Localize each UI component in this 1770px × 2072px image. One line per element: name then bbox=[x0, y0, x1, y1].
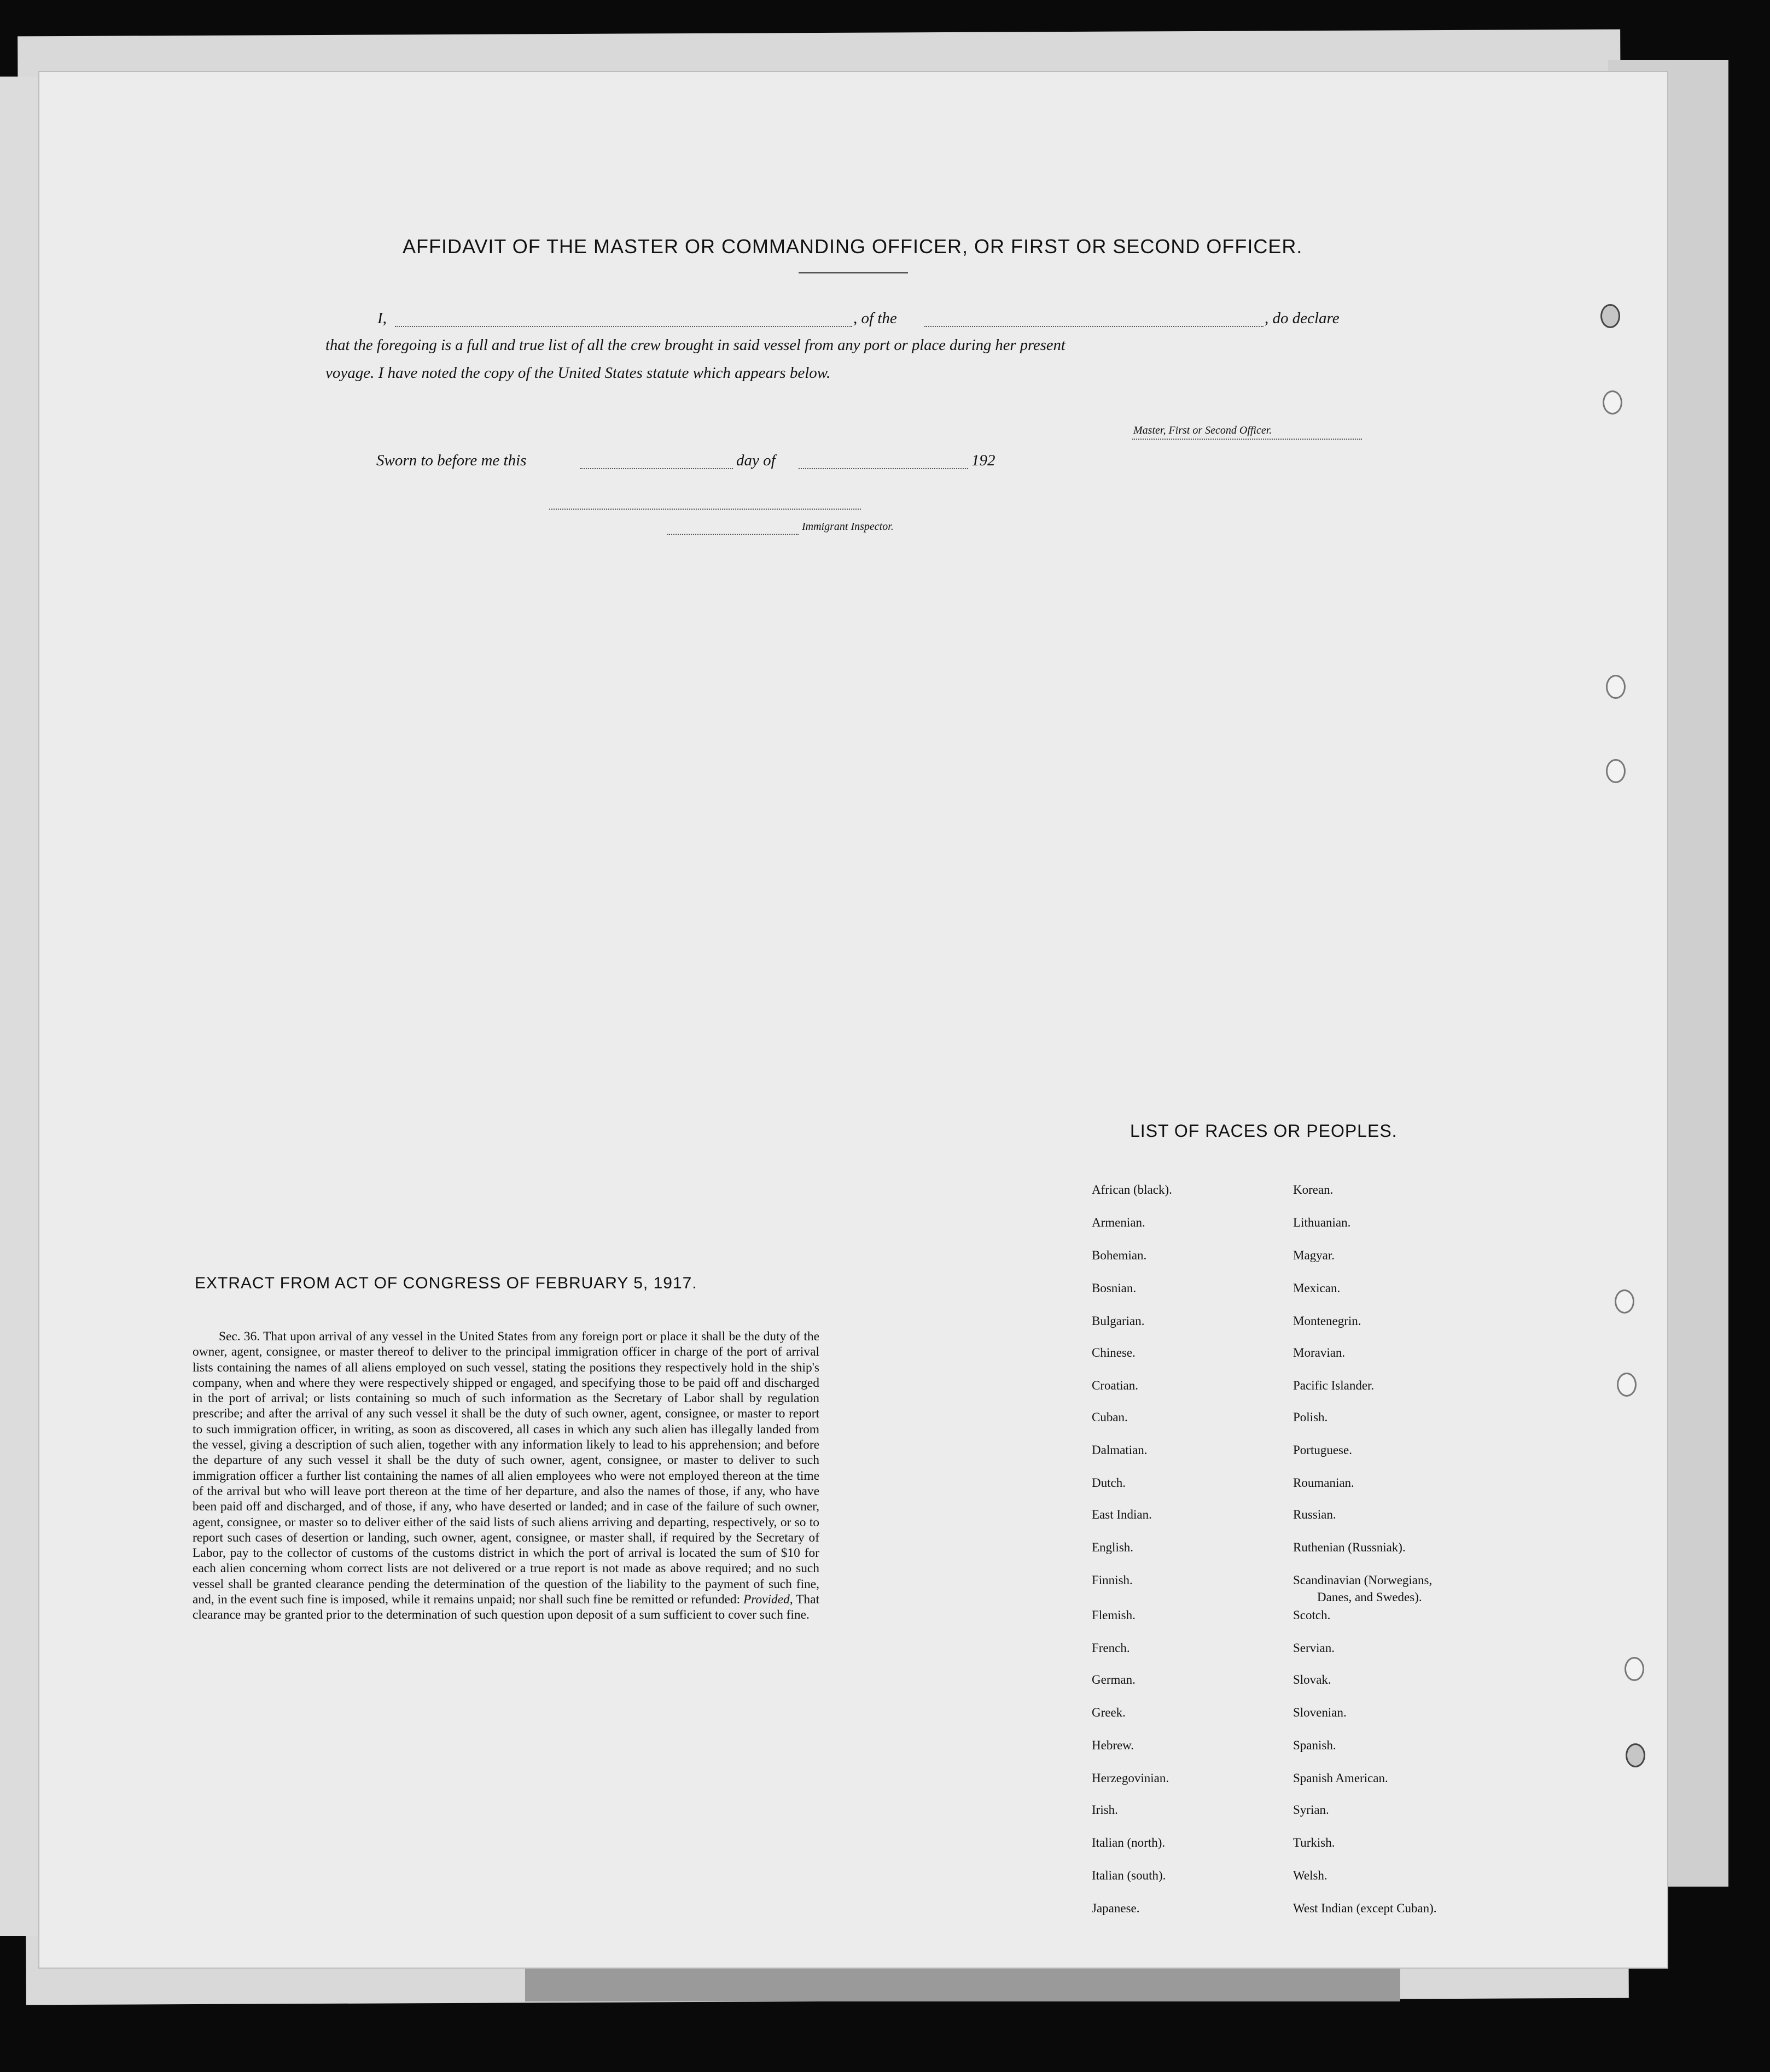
binder-hole bbox=[1606, 675, 1626, 699]
race-item: Bulgarian. bbox=[1092, 1314, 1145, 1328]
race-item: Finnish. bbox=[1092, 1573, 1133, 1587]
race-item: Servian. bbox=[1293, 1641, 1335, 1655]
provided-word: Provided, bbox=[743, 1592, 793, 1607]
left-page-edge bbox=[0, 77, 38, 1936]
race-item: Slovenian. bbox=[1293, 1706, 1347, 1719]
race-item: Turkish. bbox=[1293, 1836, 1335, 1849]
race-item: Spanish American. bbox=[1293, 1771, 1388, 1785]
race-item: Herzegovinian. bbox=[1092, 1771, 1169, 1785]
inspector-short-line bbox=[667, 534, 799, 535]
race-item: Mexican. bbox=[1293, 1281, 1341, 1295]
manifest-page bbox=[38, 71, 1668, 1969]
race-item: Italian (north). bbox=[1092, 1836, 1166, 1849]
affidavit-of-the: , of the bbox=[853, 310, 897, 327]
race-item: Slovak. bbox=[1293, 1673, 1331, 1686]
affidavit-do-declare: , do declare bbox=[1265, 310, 1340, 327]
binder-hole bbox=[1617, 1373, 1637, 1397]
affidavit-line-2: that the foregoing is a full and true list of all the crew brought in said vessel from any port or place during her present bbox=[325, 337, 1066, 354]
race-item: Scandinavian (Norwegians, bbox=[1293, 1573, 1433, 1587]
affidavit-title: AFFIDAVIT OF THE MASTER OR COMMANDING OFFICER, OR FIRST OR SECOND OFFICER. bbox=[403, 235, 1303, 258]
race-item: Syrian. bbox=[1293, 1803, 1329, 1817]
race-item: Spanish. bbox=[1293, 1738, 1336, 1752]
race-item: English. bbox=[1092, 1540, 1134, 1554]
binder-hole bbox=[1625, 1657, 1644, 1681]
race-item: Japanese. bbox=[1092, 1901, 1140, 1915]
race-item: Russian. bbox=[1293, 1508, 1336, 1521]
binder-hole bbox=[1626, 1743, 1645, 1767]
sworn-day-of: day of bbox=[736, 452, 776, 469]
race-item: Irish. bbox=[1092, 1803, 1118, 1817]
race-item: African (black). bbox=[1092, 1183, 1172, 1196]
page-bottom-edge bbox=[525, 1969, 1400, 2001]
affidavit-i: I, bbox=[377, 310, 387, 327]
binder-hole bbox=[1603, 390, 1622, 415]
race-item: Cuban. bbox=[1092, 1410, 1128, 1424]
race-item: French. bbox=[1092, 1641, 1130, 1655]
race-item: Magyar. bbox=[1293, 1248, 1335, 1262]
title-divider bbox=[799, 272, 908, 273]
affidavit-line-3: voyage. I have noted the copy of the United States statute which appears below. bbox=[325, 364, 831, 382]
race-item: Bosnian. bbox=[1092, 1281, 1137, 1295]
race-item: Ruthenian (Russniak). bbox=[1293, 1540, 1406, 1554]
race-item: Dutch. bbox=[1092, 1476, 1126, 1490]
name-blank-line bbox=[395, 326, 852, 327]
race-item: Welsh. bbox=[1293, 1869, 1328, 1882]
extract-section-36 bbox=[193, 1329, 819, 1623]
race-item: Moravian. bbox=[1293, 1346, 1346, 1359]
race-item: Pacific Islander. bbox=[1293, 1379, 1375, 1392]
sworn-prefix: Sworn to before me this bbox=[376, 452, 527, 469]
binder-hole bbox=[1600, 304, 1620, 328]
race-item: Lithuanian. bbox=[1293, 1216, 1351, 1229]
sworn-day-line bbox=[580, 468, 733, 469]
extract-title: EXTRACT FROM ACT OF CONGRESS OF FEBRUARY 5, 1917. bbox=[195, 1274, 697, 1292]
master-signature-line bbox=[1132, 439, 1362, 440]
sworn-month-line bbox=[799, 468, 968, 469]
races-title: LIST OF RACES OR PEOPLES. bbox=[1130, 1121, 1398, 1141]
sworn-year: 192 bbox=[971, 452, 995, 469]
race-item: Montenegrin. bbox=[1293, 1314, 1361, 1328]
race-item: Roumanian. bbox=[1293, 1476, 1354, 1490]
race-item: Portuguese. bbox=[1293, 1443, 1352, 1457]
vessel-blank-line bbox=[924, 326, 1264, 327]
race-item: Scotch. bbox=[1293, 1608, 1331, 1622]
race-item: Chinese. bbox=[1092, 1346, 1136, 1359]
binder-hole bbox=[1606, 759, 1626, 783]
race-item: Flemish. bbox=[1092, 1608, 1136, 1622]
inspector-signature-line bbox=[549, 509, 861, 510]
race-item: Dalmatian. bbox=[1092, 1443, 1148, 1457]
race-item: Korean. bbox=[1293, 1183, 1334, 1196]
race-item: Hebrew. bbox=[1092, 1738, 1134, 1752]
binder-hole bbox=[1615, 1289, 1634, 1314]
race-item: West Indian (except Cuban). bbox=[1293, 1901, 1437, 1915]
race-item: Polish. bbox=[1293, 1410, 1328, 1424]
race-item: Armenian. bbox=[1092, 1216, 1145, 1229]
section-body-main: That upon arrival of any vessel in the United States from any foreign port or place it shall be the duty of the owner, agent, consignee, or master thereof to deliver to the principal immigration officer in charge of the port of arrival lists containing the names of all aliens employed on such vessel, stating the positions they respectively hold in the ship's company, when and where they were respectively shipped or engaged, and specifying those to be paid off and discharged in the port of arrival; or lists containing so much of such information as the Secretary of Labor shall by regulation prescribe; and after the arrival of any such vessel it shall be the duty of such owner, agent, consignee, or master to report to such immigration officer, in writing, as soon as discovered, all cases in which any such alien has illegally landed from the vessel, giving a description of such alien, together with any information likely to lead to his apprehension; and before the departure of any such vessel it shall be the duty of such owner, agent, consignee, or master to deliver to such immigration officer a further list containing the names of all alien employees who were not employed thereon at the time of the arrival but who will leave port thereon at the time of her departure, and also the names of those, if any, who have been paid off and discharged, and of those, if any, who have deserted or landed; and in case of the failure of such owner, agent, consignee, or master so to deliver either of the said lists of such aliens arriving and departing, respectively, or so to report such cases of desertion or landing, such owner, agent, consignee, or master shall, if required by the Secretary of Labor, pay to the collector of customs of the customs district in which the port of arrival is located the sum of $10 for each alien concerning whom correct lists are not delivered or a true report is not made as above required; and no such vessel shall be granted clearance pending the determination of the question of the liability to the payment of such fine, and, in the event such fine is imposed, while it remains unpaid; nor shall such fine be remitted or refunded: bbox=[193, 1329, 819, 1607]
race-item: Greek. bbox=[1092, 1706, 1126, 1719]
section-label: Sec. 36. bbox=[219, 1329, 260, 1344]
race-item: Bohemian. bbox=[1092, 1248, 1147, 1262]
race-item: East Indian. bbox=[1092, 1508, 1152, 1521]
race-item: Italian (south). bbox=[1092, 1869, 1166, 1882]
master-signature-label: Master, First or Second Officer. bbox=[1133, 424, 1272, 436]
race-scandinavian-continuation: Danes, and Swedes). bbox=[1317, 1590, 1422, 1604]
race-item: German. bbox=[1092, 1673, 1136, 1686]
race-item: Croatian. bbox=[1092, 1379, 1138, 1392]
inspector-label: Immigrant Inspector. bbox=[802, 521, 894, 533]
section-body-end: That clearance may be granted prior to the determination of such question upon deposit of a sum sufficient to cover such fine. bbox=[193, 1592, 819, 1622]
